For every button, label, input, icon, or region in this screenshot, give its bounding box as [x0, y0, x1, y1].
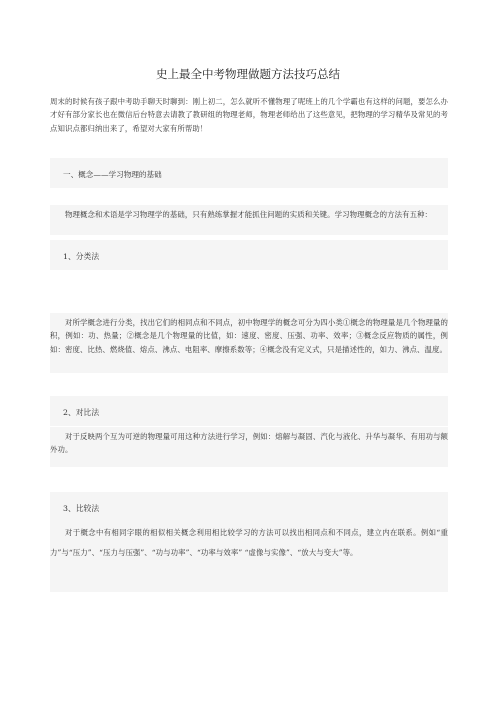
method2-heading-band	[50, 396, 448, 426]
method3-text: 对于概念中有相同字眼的相似相关概念利用相比较学习的方法可以找出相同点和不同点，建立内在联系。例如“重力”与“压力”、“压力与压强”、“功与功率”、“功率与效率” “虚像与实像”、“放大与变大”等。	[50, 528, 448, 557]
method1-heading-band	[50, 240, 448, 270]
intro-paragraph: 周末的时候有孩子跟中考助手聊天时聊到：刚上初二，怎么就听不懂物理了呢班上的几个学霸也有这样的问题，要怎么办才好有部分家长也在微信后台特意去请教了教研组的物理老师，物理老师给出了这些意见，把物理的学习精华及常见的考点知识点都归纳出来了，希望对大家有所帮助！	[50, 97, 448, 133]
method2-heading: 2、对比法	[63, 408, 100, 417]
method1-heading: 1、分类法	[63, 252, 100, 261]
method1-text: 对所学概念进行分类，找出它们的相同点和不同点，初中物理学的概念可分为四小类①概念的物理量是几个物理量的积，例如：功、热量；②概念是几个物理量的比值，如：速度、密度、压强、功率、效率；③概念反应物质的属性，例如：密度、比热、燃烧值、熔点、沸点、电阻率、摩擦系数等；④概念没有定义式，只是描述性的，如力、沸点、温度。	[50, 318, 448, 354]
section-intro-text: 物理概念和术语是学习物理学的基础，只有熟练掌握才能抓住问题的实质和关键。学习物理概念的方法有五种：	[65, 210, 433, 219]
page-title: 史上最全中考物理做题方法技巧总结	[156, 67, 340, 81]
method3-heading-band	[50, 492, 448, 522]
method2-text: 对于反映两个互为可逆的物理量可用这种方法进行学习，例如：熔解与凝固、汽化与液化、升华与凝华、有用功与额外功。	[50, 432, 448, 455]
method3-heading: 3、比较法	[63, 504, 100, 513]
section-heading: 一、概念——学习物理的基础	[63, 170, 162, 179]
